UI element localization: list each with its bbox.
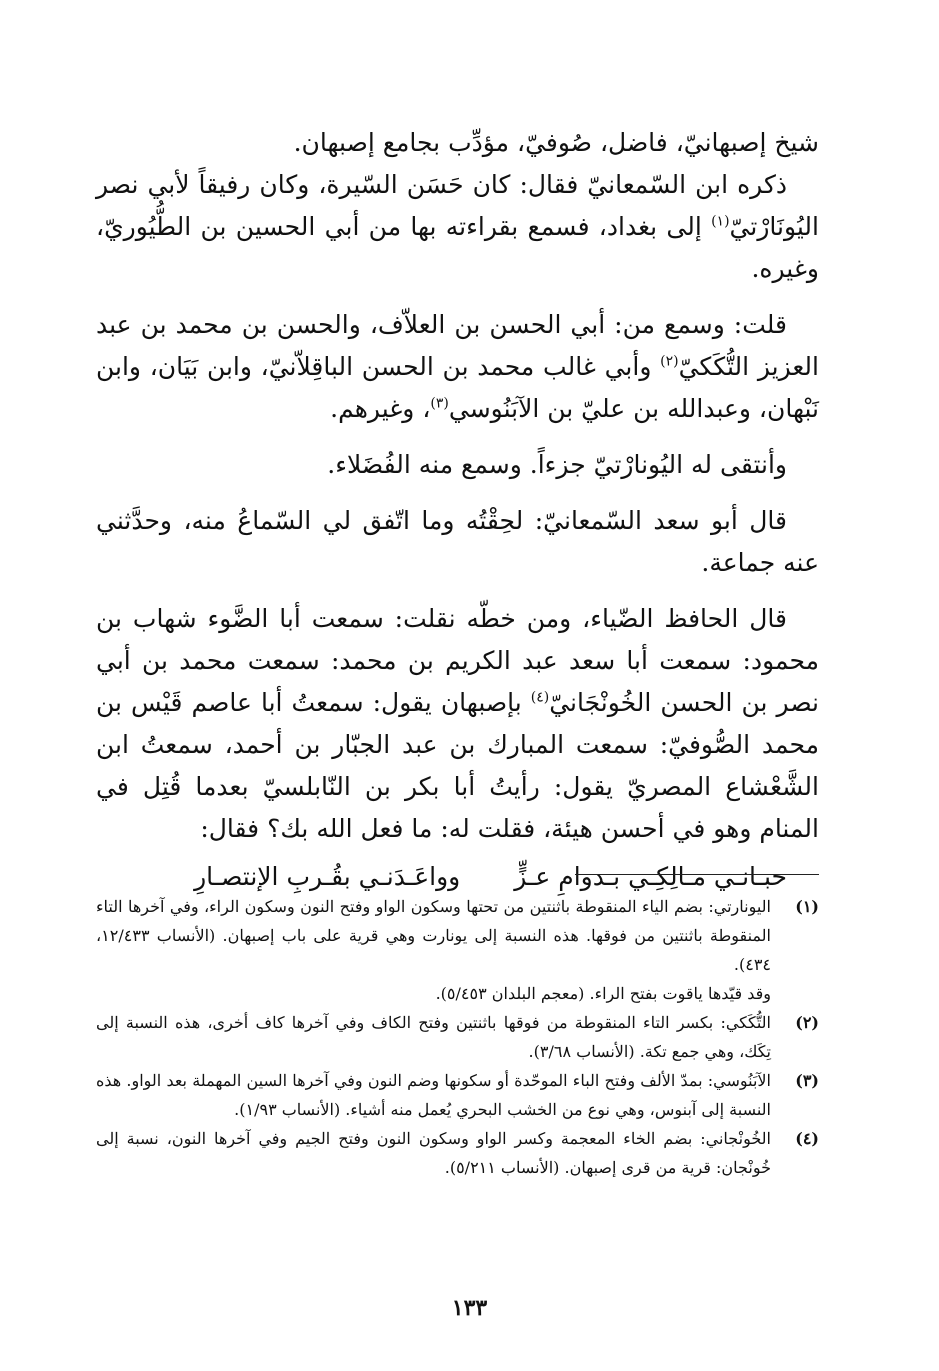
- footnote-text: اليونارتي: بضم الياء المنقوطة باثنتين من تحتها وسكون الواو وفتح النون وسكون الراء، وفي آخرها التاء المنقوطة باثنتين من فوقها. هذه النسبة إلى يونارت وهي قرية على باب إصبهان. (الأنساب ١٢/٤٣٣، ٤٣٤).: [96, 897, 772, 974]
- paragraph-intro: [96, 122, 819, 164]
- footnote-divider: [575, 874, 819, 875]
- footnote-1-extra: وقد قيّدها ياقوت بفتح الراء. (معجم البلدان ٥/٤٥٣).: [435, 984, 771, 1003]
- footnote-number: (٤): [795, 1129, 819, 1148]
- footnote-text: الآبَنُوسي: بمدّ الألف وفتح الباء الموحّدة أو سكونها وضم النون وفي آخرها السين المهملة بعد الواو. هذه النسبة إلى آبنوس، وهي نوع من الخشب البحري يُعمل منه أشياء. (الأنساب ١/٩٣).: [96, 1071, 771, 1119]
- page-number: ١٣٣: [451, 1295, 488, 1321]
- footnote-text: التُّكَكي: بكسر التاء المنقوطة من فوقها باثنتين وفتح الكاف وفي آخرها كاف أخرى، هذه النسبة إلى تِكَك، وهي جمع تكة. (الأنساب ٣/٦٨).: [96, 1013, 771, 1061]
- footnote-number: (١): [795, 897, 819, 916]
- footnotes: [96, 892, 819, 1182]
- text-span: قال الحافظ الضّياء، ومن خطّه نقلت: سمعت أبا الضَّوء شهاب بن محمود: سمعت أبا سعد عبد الكريم بن محمد: سمعت محمد بن أبي نصر بن الحسن الخُونْجَانيّ: [96, 604, 819, 717]
- text-span: ، وغيرهم.: [330, 394, 431, 423]
- paragraph-teachers: [96, 304, 819, 430]
- verse-second-hemistich: وواعَـدَنـي بقُـربِ الإنتصـارِ: [194, 862, 461, 891]
- text-span: بإصبهان يقول: سمعتُ أبا عاصم قَيْس بن محمد الصُّوفيّ: سمعت المبارك بن عبد الجبّار بن أحمد، سمعتُ ابن الشَّعْشاع المصريّ يقول: رأيتُ أبا بكر بن النّابلسيّ بعدما قُتِل في المنام وهو في أحسن هيئة، فقلت له: ما فعل الله بك؟ فقال:: [96, 688, 819, 843]
- text-line: شيخ إصبهانيّ، فاضل، صُوفيّ، مؤدِّب بجامع إصبهان.: [293, 128, 819, 157]
- footnote-2: [96, 1008, 819, 1066]
- footnote-ref: (١): [711, 213, 730, 230]
- text-line: قال أبو سعد السّمعانيّ: لحِقْتُه وما اتّفق لي السّماعُ منه، وحدَّثني عنه جماعة.: [96, 506, 819, 577]
- text-span: ذكره ابن السّمعانيّ فقال: كان حَسَن السّيرة، وكان رفيقاً لأبي نصر اليُونَارْتيّ: [96, 170, 819, 241]
- verse-first-hemistich: حبـانـي مـالِكِـي بـدوامِ عـزٍّ: [514, 862, 787, 891]
- footnote-ref: (٤): [530, 689, 550, 706]
- text-span: إلى بغداد، فسمع بقراءته بها من أبي الحسين بن الطُّيُوريّ، وغيره.: [96, 212, 819, 283]
- footnote-number: (٢): [795, 1013, 819, 1032]
- text-span: قلت: وسمع من: أبي الحسن بن العلاّف، والحسن بن محمد بن عبد العزيز التُّكَكيّ: [96, 310, 819, 381]
- footnote-ref: (٢): [660, 353, 679, 370]
- paragraph-abu-saad: [96, 500, 819, 584]
- footnote-1: [96, 892, 819, 979]
- paragraph-dream-story: [96, 598, 819, 850]
- text-span: وأبي غالب محمد بن الحسن الباقِلاّنيّ، وابن بَيَان، وابن نَبْهان، وعبدالله بن عليّ بن الآبَنُوسي: [96, 352, 819, 423]
- main-text: [96, 122, 819, 850]
- footnote-ref: (٣): [430, 395, 449, 412]
- paragraph-samaani: [96, 164, 819, 290]
- footnote-4: [96, 1124, 819, 1182]
- footnote-number: (٣): [795, 1071, 819, 1090]
- text-line: وأنتقى له اليُونارْتيّ جزءاً. وسمع منه الفُضَلاء.: [327, 450, 787, 479]
- paragraph-selection: [96, 444, 819, 486]
- footnote-text: الخُونْجاني: بضم الخاء المعجمة وكسر الواو وسكون النون وفتح الجيم وفي آخرها النون، نسبة إلى خُونْجان: قرية من قرى إصبهان. (الأنساب ٥/٢١١).: [96, 1129, 771, 1177]
- footnote-3: [96, 1066, 819, 1124]
